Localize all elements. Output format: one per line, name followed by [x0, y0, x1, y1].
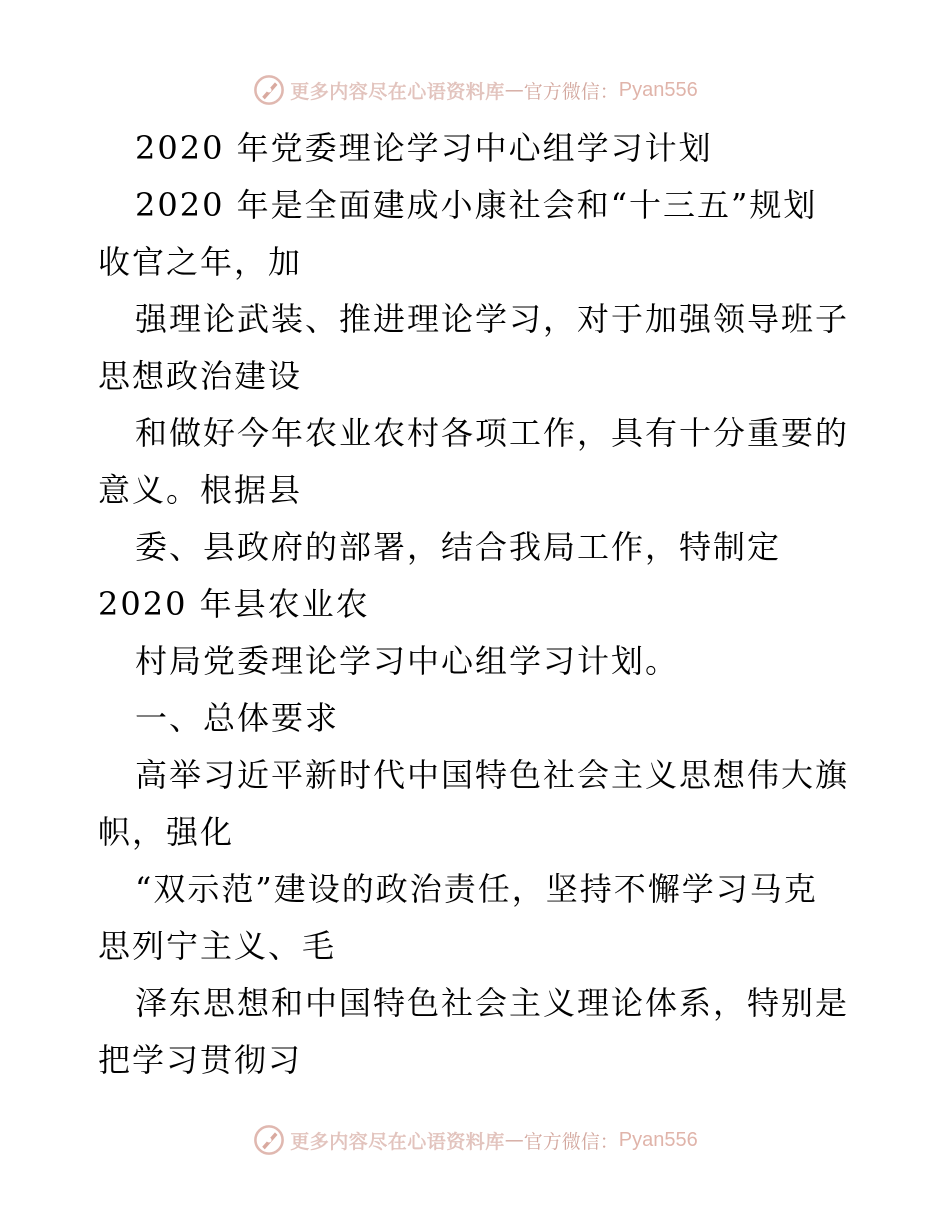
- doc-title: 2020 年党委理论学习中心组学习计划: [135, 129, 713, 167]
- banner-wechat-label: 官方微信：: [523, 80, 619, 103]
- footer-banner: [0, 1118, 950, 1162]
- doc-line: 高举习近平新时代中国特色社会主义思想伟大旗: [135, 756, 850, 794]
- doc-line: 村局党委理论学习中心组学习计划。: [135, 642, 680, 680]
- document-body: [98, 120, 868, 1089]
- pen-nib-logo-icon: [252, 73, 286, 107]
- doc-line: “双示范”建设的政治责任，坚持不懈学习马克: [135, 870, 818, 908]
- header-banner: [0, 68, 950, 112]
- banner-text: 更多内容尽在心语资料库: [290, 80, 505, 103]
- doc-line: 意义。根据县: [98, 471, 303, 509]
- doc-line: 和做好今年农业农村各项工作，具有十分重要的: [135, 414, 850, 452]
- banner-wechat-id: Pyan556: [618, 78, 698, 101]
- banner-wechat-label: 官方微信：: [523, 1130, 619, 1153]
- banner-wechat-id: Pyan556: [618, 1128, 698, 1151]
- doc-line: 2020 年是全面建成小康社会和“十三五”规划: [135, 186, 818, 224]
- doc-line: 泽东思想和中国特色社会主义理论体系，特别是: [135, 984, 850, 1022]
- banner-separator: —: [504, 1129, 524, 1151]
- doc-line: 委、县政府的部署，结合我局工作，特制定: [135, 528, 782, 566]
- doc-line: 收官之年，加: [98, 243, 303, 281]
- pen-nib-logo-icon: [252, 1123, 286, 1157]
- section-heading: 一、总体要求: [135, 699, 340, 737]
- banner-separator: —: [504, 79, 524, 101]
- doc-line: 思列宁主义、毛: [98, 927, 337, 965]
- doc-line: 2020 年县农业农: [98, 585, 370, 623]
- doc-line: 强理论武装、推进理论学习，对于加强领导班子: [135, 300, 850, 338]
- doc-line: 帜，强化: [98, 813, 235, 851]
- banner-text: 更多内容尽在心语资料库: [290, 1130, 505, 1153]
- doc-line: 思想政治建设: [98, 357, 303, 395]
- doc-line: 把学习贯彻习: [98, 1041, 303, 1079]
